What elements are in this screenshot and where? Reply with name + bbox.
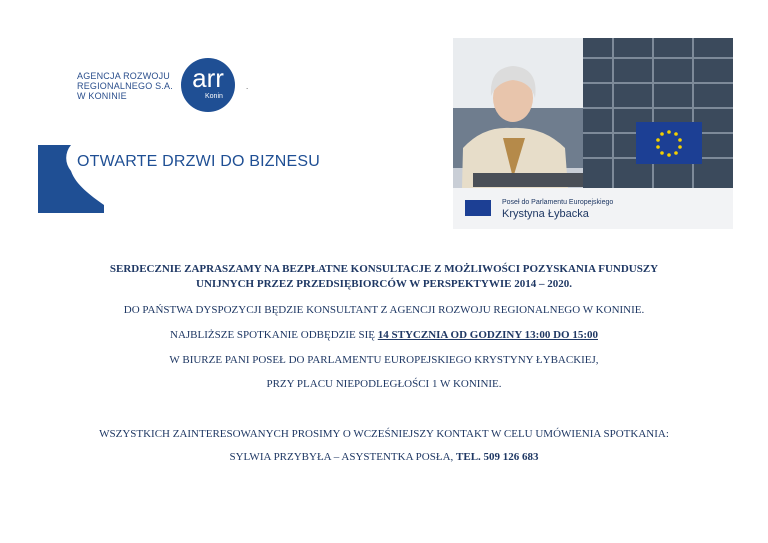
banner-title: OTWARTE DRZWI DO BIZNESU <box>77 153 321 170</box>
arr-logo-city: Konin <box>205 93 223 100</box>
contact-person: SYLWIA PRZYBYŁA – ASYSTENTKA POSŁA, <box>229 451 457 463</box>
agency-name-line-2: REGIONALNEGO S.A. <box>77 81 173 91</box>
photo-caption-role: Poseł do Parlamentu Europejskiego <box>502 199 614 206</box>
contact-info <box>0 451 768 463</box>
stray-dot: . <box>246 82 249 91</box>
photo-caption-name: Krystyna Łybacka <box>502 208 589 220</box>
agency-name-line-3: W KONINIE <box>77 91 127 101</box>
agency-name-line-1: AGENCJA ROZWOJU <box>77 71 171 81</box>
heading-line-2: UNIJNYCH PRZEZ PRZEDSIĘBIORCÓW W PERSPEKTYWIE 2014 – 2020. <box>196 278 572 290</box>
consultant-info: DO PAŃSTWA DYSPOZYCJI BĘDZIE KONSULTANT Z AGENCJI ROZWOJU REGIONALNEGO W KONINIE. <box>123 304 645 316</box>
meeting-time: 14 STYCZNIA OD GODZINY 13:00 DO 15:00 <box>377 329 598 341</box>
meeting-prefix: NAJBLIŻSZE SPOTKANIE ODBĘDZIE SIĘ <box>170 329 378 341</box>
contact-request: WSZYSTKICH ZAINTERESOWANYCH PROSIMY O WCZEŚNIEJSZY KONTAKT W CELU UMÓWIENIA SPOTKANIA: <box>99 428 669 440</box>
heading-line-1: SERDECZNIE ZAPRASZAMY NA BEZPŁATNE KONSULTACJE Z MOŻLIWOŚCI POZYSKANIA FUNDUSZY <box>109 263 659 275</box>
office-info: W BIURZE PANI POSEŁ DO PARLAMENTU EUROPEJSKIEGO KRYSTYNY ŁYBACKIEJ, <box>169 354 599 366</box>
meeting-info <box>0 329 768 341</box>
contact-phone: TEL. 509 126 683 <box>456 451 539 463</box>
address-info: PRZY PLACU NIEPODLEGŁOŚCI 1 W KONINIE. <box>266 378 502 390</box>
agency-name <box>77 71 177 101</box>
arr-logo <box>181 58 235 112</box>
arr-logo-word: arr <box>192 63 224 93</box>
